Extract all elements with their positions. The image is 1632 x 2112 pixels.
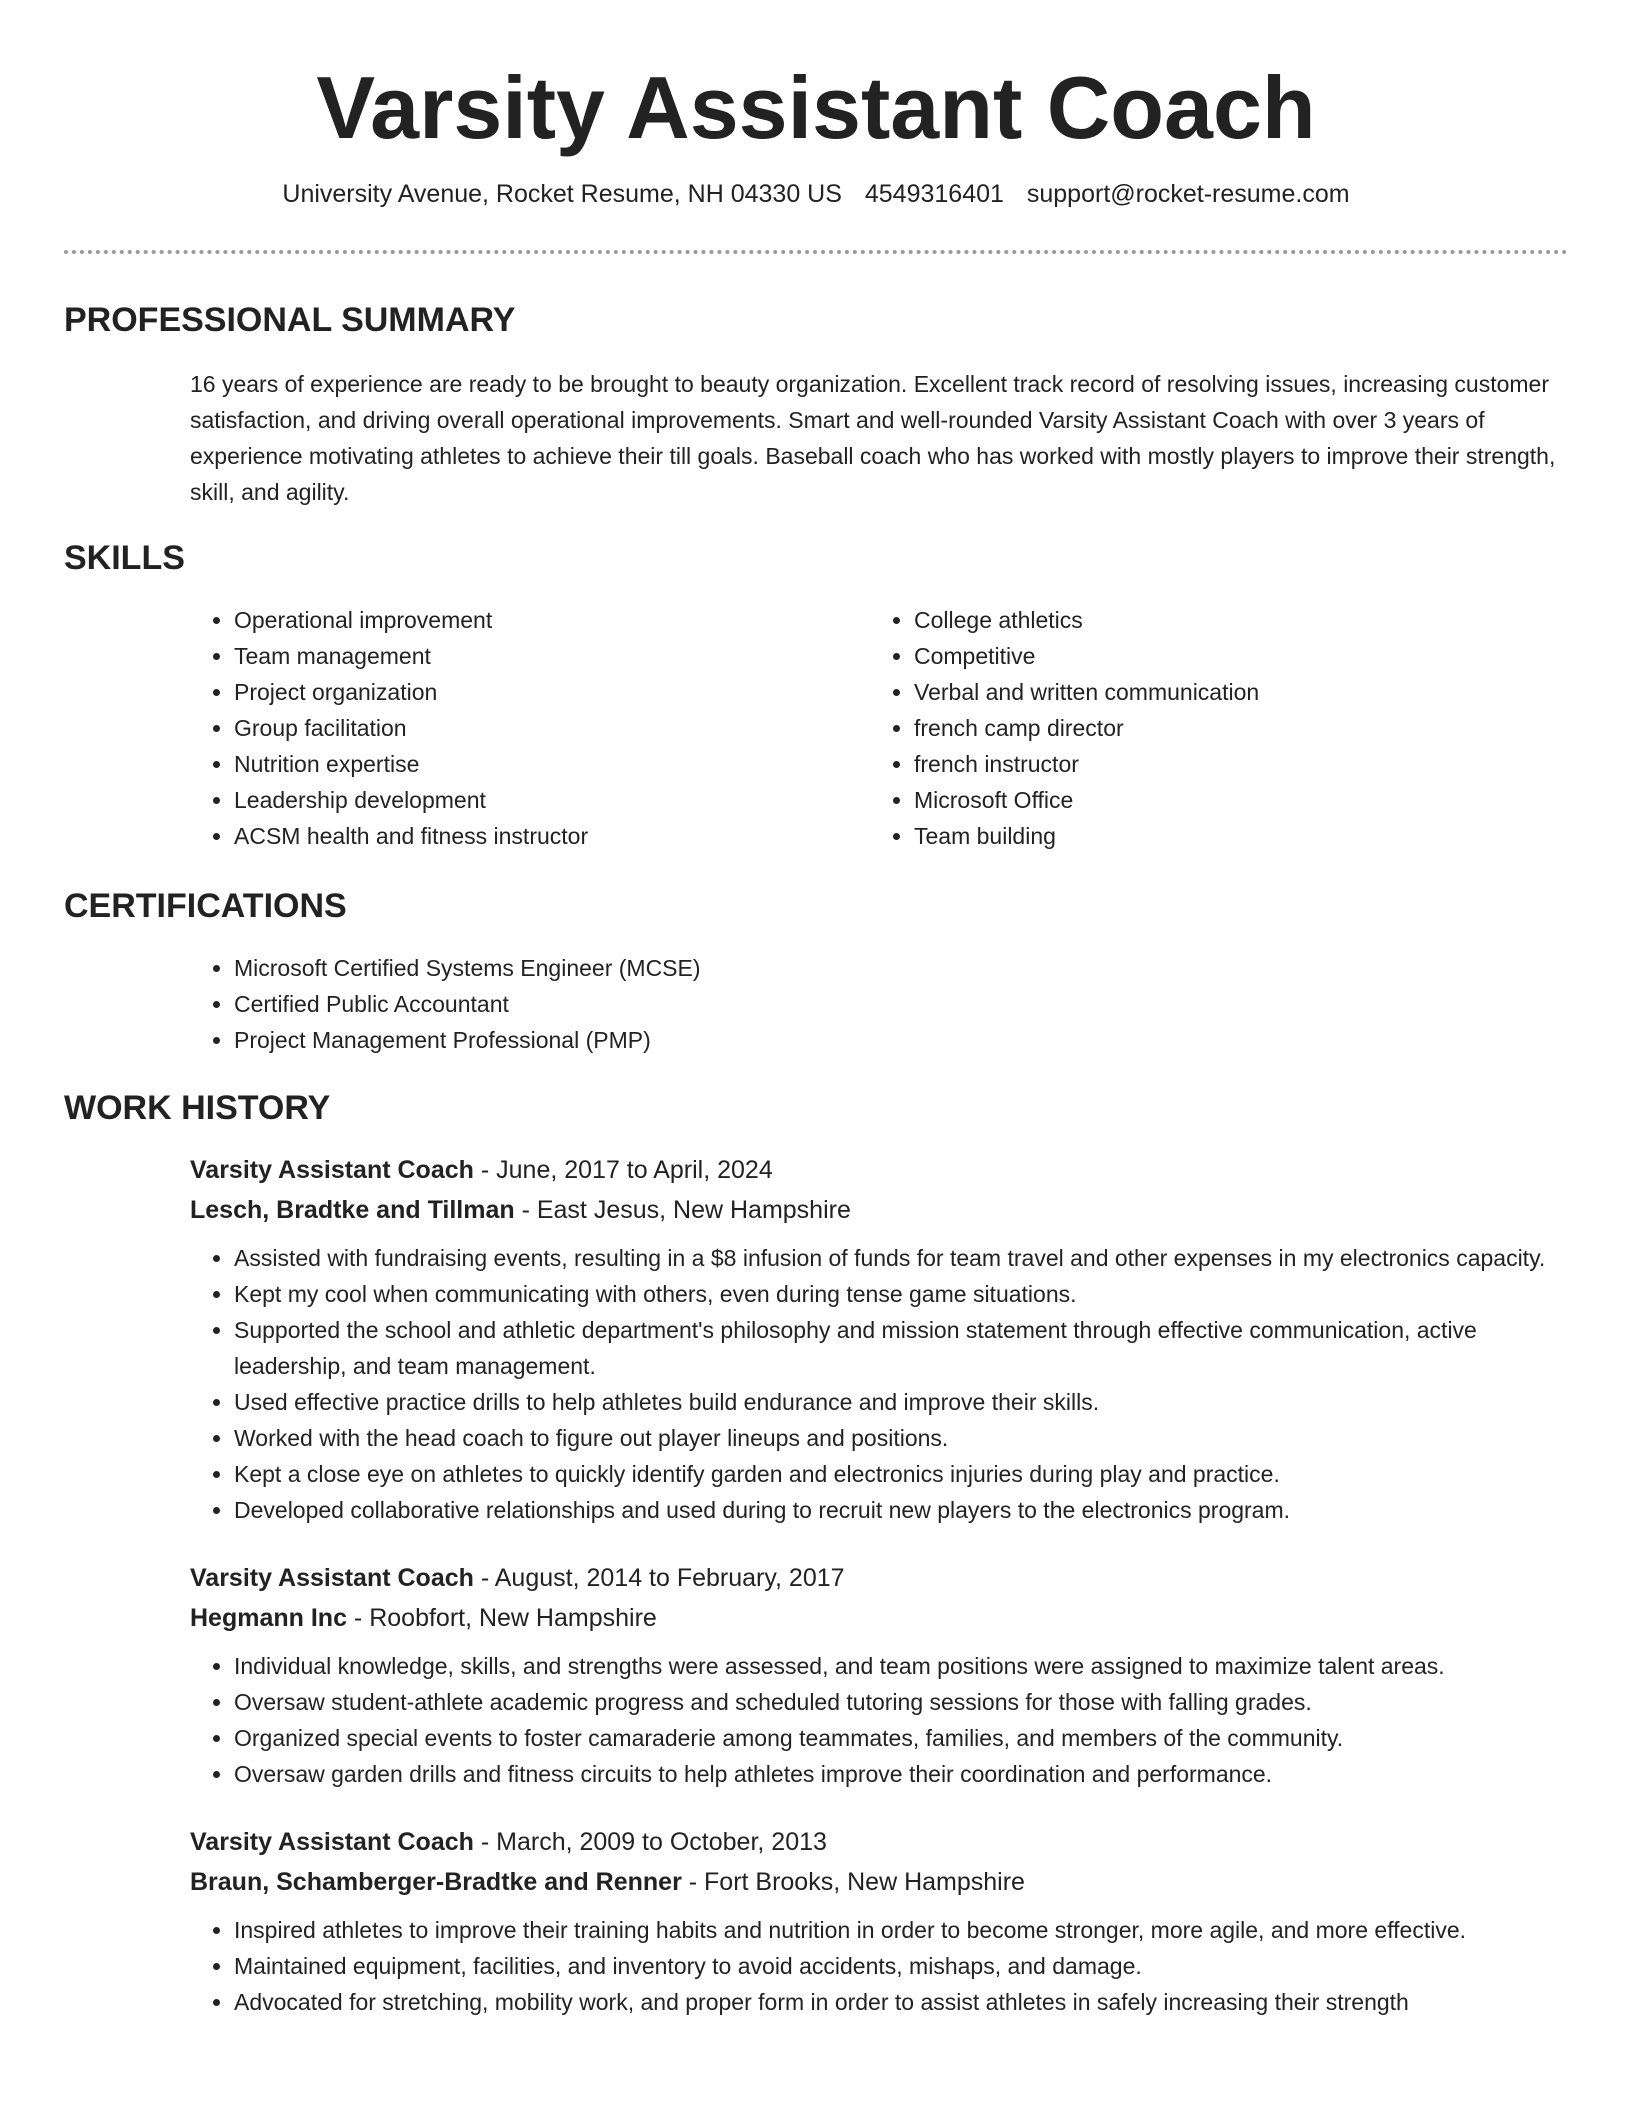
list-item: • Nutrition expertise (234, 746, 870, 782)
contact-line (64, 178, 1568, 210)
list-item: • Worked with the head coach to figure out player lineups and positions. (234, 1420, 1568, 1456)
certifications-section (64, 886, 1568, 1058)
summary-heading: PROFESSIONAL SUMMARY (64, 301, 516, 339)
list-item: • Assisted with fundraising events, resulting in a $8 infusion of funds for team travel and other expenses in my electronics capacity. (234, 1240, 1568, 1276)
list-item: • Group facilitation (234, 710, 870, 746)
list-item: • Microsoft Certified Systems Engineer (MCSE) (234, 950, 1568, 986)
resume-page (64, 0, 1568, 2015)
list-item: • Team building (914, 818, 1550, 854)
list-item: • Supported the school and athletic department's philosophy and mission statement through effective communication, active leadership, and team management. (234, 1312, 1568, 1384)
list-item: • Project organization (234, 674, 870, 710)
certifications-list (190, 950, 1568, 1058)
list-item: • Inspired athletes to improve their training habits and nutrition in order to become stronger, more agile, and more effective. (234, 1912, 1568, 1948)
job-company: Lesch, Bradtke and Tillman (190, 1196, 515, 1224)
job-bullets (190, 1240, 1568, 1528)
list-item: • Operational improvement (234, 602, 870, 638)
list-item: • ACSM health and fitness instructor (234, 818, 870, 854)
job-dates: - August, 2014 to February, 2017 (473, 1564, 845, 1592)
list-item: • Certified Public Accountant (234, 986, 1568, 1022)
job-entry (64, 1150, 1568, 1528)
list-item: • Maintained equipment, facilities, and inventory to avoid accidents, mishaps, and damage. (234, 1948, 1568, 1984)
job-title-line (190, 1558, 1568, 1598)
contact-phone: 4549316401 (864, 180, 1004, 208)
list-item: • Team management (234, 638, 870, 674)
list-item: • College athletics (914, 602, 1550, 638)
skills-heading: SKILLS (64, 539, 185, 577)
job-location: - East Jesus, New Hampshire (514, 1196, 851, 1224)
list-item: • Developed collaborative relationships and used during to recruit new players to the electronics program. (234, 1492, 1568, 1528)
list-item: • Used effective practice drills to help athletes build endurance and improve their skills. (234, 1384, 1568, 1420)
job-company-line (190, 1862, 1568, 1902)
list-item: • Individual knowledge, skills, and strengths were assessed, and team positions were assigned to maximize talent areas. (234, 1648, 1568, 1684)
list-item: • Leadership development (234, 782, 870, 818)
summary-text: 16 years of experience are ready to be brought to beauty organization. Excellent track record of resolving issues, increasing customer satisfaction, and driving overall operational improvements. Smart and well-rounded Varsity Assistant Coach with over 3 years of experience motivating athletes to achieve their till goals. Baseball coach who has worked with mostly players to improve their strength, skill, and agility. (190, 371, 1556, 505)
list-item: • Project Management Professional (PMP) (234, 1022, 1568, 1058)
job-dates: - June, 2017 to April, 2024 (473, 1156, 773, 1184)
work-history-heading: WORK HISTORY (64, 1089, 331, 1127)
job-company: Braun, Schamberger-Bradtke and Renner (190, 1868, 682, 1896)
header-divider (64, 250, 1568, 254)
summary-section (64, 300, 1568, 510)
work-history-section (64, 1088, 1568, 2020)
skills-columns (190, 602, 1568, 854)
list-item: • french instructor (914, 746, 1550, 782)
job-role: Varsity Assistant Coach (190, 1564, 474, 1592)
list-item: • Microsoft Office (914, 782, 1550, 818)
contact-email[interactable]: support@rocket-resume.com (1026, 180, 1350, 208)
job-entry (64, 1822, 1568, 2020)
list-item: • Kept a close eye on athletes to quickly identify garden and electronics injuries during play and practice. (234, 1456, 1568, 1492)
job-entry (64, 1558, 1568, 1792)
job-title-line (190, 1822, 1568, 1862)
list-item: • Verbal and written communication (914, 674, 1550, 710)
job-title-line (190, 1150, 1568, 1190)
job-bullets (190, 1912, 1568, 2020)
skills-column-left (190, 602, 870, 854)
skills-section (64, 538, 1568, 854)
list-item: • Competitive (914, 638, 1550, 674)
job-role: Varsity Assistant Coach (190, 1828, 474, 1856)
list-item: • Oversaw garden drills and fitness circuits to help athletes improve their coordination and performance. (234, 1756, 1568, 1792)
list-item: • french camp director (914, 710, 1550, 746)
job-bullets (190, 1648, 1568, 1792)
list-item: • Organized special events to foster camaraderie among teammates, families, and members of the community. (234, 1720, 1568, 1756)
job-company-line (190, 1598, 1568, 1638)
job-location: - Roobfort, New Hampshire (346, 1604, 657, 1632)
job-role: Varsity Assistant Coach (190, 1156, 474, 1184)
skills-column-right (870, 602, 1550, 854)
contact-address: University Avenue, Rocket Resume, NH 04330 US (282, 180, 842, 208)
job-company: Hegmann Inc (190, 1604, 347, 1632)
list-item: • Oversaw student-athlete academic progress and scheduled tutoring sessions for those with falling grades. (234, 1684, 1568, 1720)
job-dates: - March, 2009 to October, 2013 (473, 1828, 827, 1856)
certifications-heading: CERTIFICATIONS (64, 887, 347, 925)
list-item: • Kept my cool when communicating with others, even during tense game situations. (234, 1276, 1568, 1312)
list-item: • Advocated for stretching, mobility work, and proper form in order to assist athletes in safely increasing their strength (234, 1984, 1568, 2020)
resume-title: Varsity Assistant Coach (316, 58, 1316, 157)
job-company-line (190, 1190, 1568, 1230)
job-location: - Fort Brooks, New Hampshire (681, 1868, 1025, 1896)
